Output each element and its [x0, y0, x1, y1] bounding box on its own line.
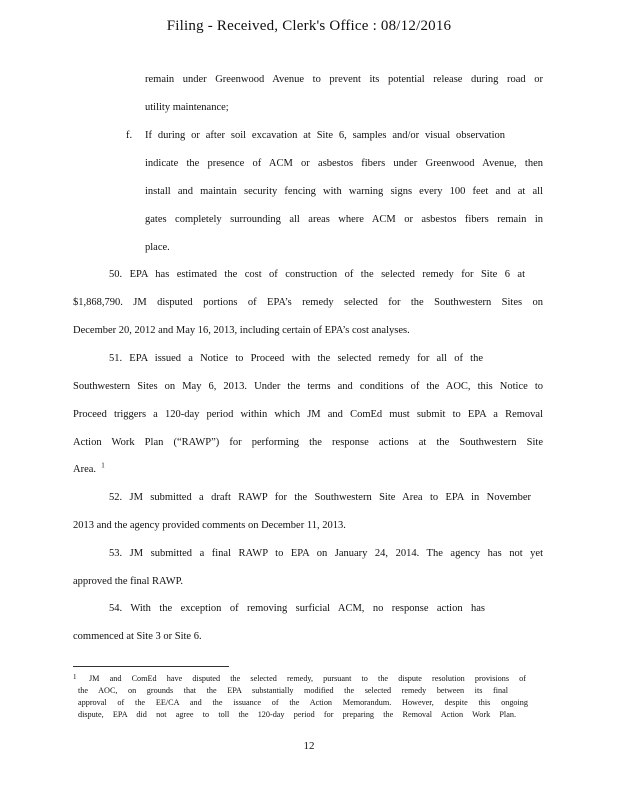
filing-stamp-header: Filing - Received, Clerk's Office : 08/12/2016	[166, 18, 452, 34]
item-e-line: remain under Greenwood Avenue to prevent its potential release during road or	[145, 74, 543, 85]
footnote-line: JM and ComEd have disputed the selected remedy, pursuant to the dispute resolution provisions of	[89, 674, 526, 683]
paragraph-51-line: Proceed triggers a 120-day period within which JM and ComEd must submit to EPA a Removal	[73, 409, 543, 420]
page-number: 12	[303, 740, 315, 752]
footnote-line: approval of the EE/CA and the issuance of the Action Memorandum. However, despite this ongoing	[78, 698, 528, 707]
item-e-line: utility maintenance;	[145, 102, 229, 113]
paragraph-50-line: 50. EPA has estimated the cost of construction of the selected remedy for Site 6 at	[109, 269, 525, 280]
item-f-line: indicate the presence of ACM or asbestos fibers under Greenwood Avenue, then	[145, 158, 543, 169]
paragraph-54-line: 54. With the exception of removing surficial ACM, no response action has	[109, 603, 485, 614]
item-f-marker: f.	[126, 130, 133, 141]
footnote-divider	[73, 666, 229, 667]
footnote-reference[interactable]: 1	[101, 461, 105, 470]
paragraph-51-line: Action Work Plan (“RAWP”) for performing the response actions at the Southwestern Site	[73, 437, 543, 448]
paragraph-51-line	[73, 463, 105, 477]
paragraph-51-line: 51. EPA issued a Notice to Proceed with the selected remedy for all of the	[109, 353, 483, 364]
paragraph-50-line: December 20, 2012 and May 16, 2013, including certain of EPA’s cost analyses.	[73, 325, 410, 336]
paragraph-52-line: 2013 and the agency provided comments on December 11, 2013.	[73, 520, 346, 531]
paragraph-50-line: $1,868,790. JM disputed portions of EPA’s remedy selected for the Southwestern Sites on	[73, 297, 543, 308]
item-f-line: gates completely surrounding all areas where ACM or asbestos fibers remain in	[145, 214, 543, 225]
paragraph-53-line: 53. JM submitted a final RAWP to EPA on January 24, 2014. The agency has not yet	[109, 548, 543, 559]
paragraph-51-line: Southwestern Sites on May 6, 2013. Under the terms and conditions of the AOC, this Notice to	[73, 381, 543, 392]
paragraph-52-line: 52. JM submitted a draft RAWP for the Southwestern Site Area to EPA in November	[109, 492, 531, 503]
item-f-line: place.	[145, 242, 170, 253]
paragraph-53-line: approved the final RAWP.	[73, 576, 183, 587]
area-text: Area.	[73, 464, 97, 475]
footnote-marker: 1	[73, 673, 77, 681]
item-f-line: If during or after soil excavation at Site 6, samples and/or visual observation	[145, 130, 505, 141]
footnote-line: dispute, EPA did not agree to toll the 120-day period for preparing the Removal Action Work Plan.	[78, 710, 516, 719]
item-f-line: install and maintain security fencing with warning signs every 100 feet and at all	[145, 186, 543, 197]
paragraph-54-line: commenced at Site 3 or Site 6.	[73, 631, 202, 642]
footnote-line: the AOC, on grounds that the EPA substantially modified the selected remedy between its final	[78, 686, 508, 695]
